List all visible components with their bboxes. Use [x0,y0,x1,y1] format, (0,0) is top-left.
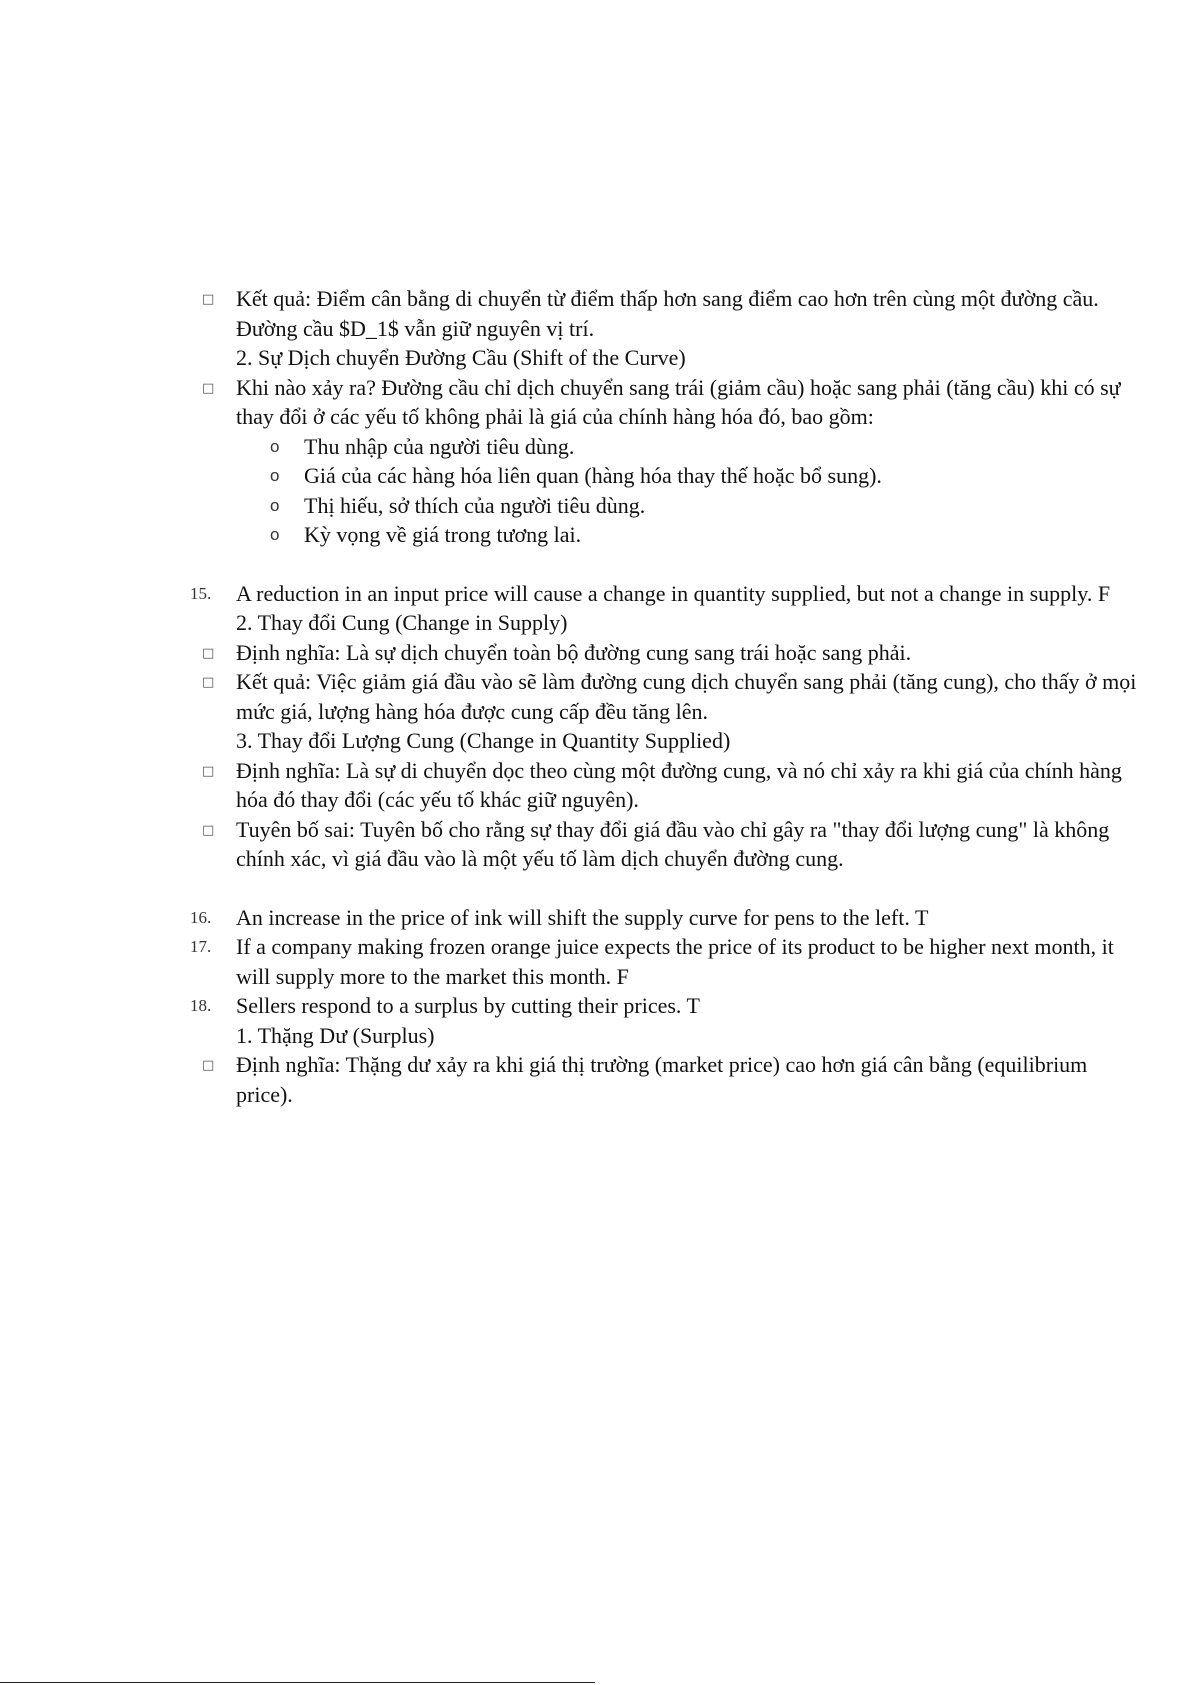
question-15 [190,579,1140,609]
bullet-text: Định nghĩa: Là sự dịch chuyển toàn bộ đường cung sang trái hoặc sang phải. [236,639,912,665]
question-18 [190,991,1140,1021]
bullet-when [190,373,1140,432]
sub-item [190,432,1140,462]
bullet-text: Tuyên bố sai: Tuyên bố cho rằng sự thay đổi giá đầu vào chỉ gây ra "thay đổi lượng cung" là không chính xác, vì giá đầu vào là một yếu tố làm dịch chuyển đường cung. [236,816,1110,871]
bullet-definition-quantity [190,756,1140,815]
bullet-box-icon: □ [202,675,215,690]
bullet-text: Kết quả: Điểm cân bằng di chuyển từ điểm thấp hơn sang điểm cao hơn trên cùng một đường cầu. Đường cầu $D_1$ vẫn giữ nguyên vị trí. [236,286,1099,341]
page-content [190,284,1140,1109]
bullet-text: Kết quả: Việc giảm giá đầu vào sẽ làm đường cung dịch chuyển sang phải (tăng cung), cho thấy ở mọi mức giá, lượng hàng hóa được cung cấp đều tăng lên. [236,669,1137,724]
bullet-text: Định nghĩa: Là sự di chuyển dọc theo cùng một đường cung, và nó chỉ xảy ra khi giá của chính hàng hóa đó thay đổi (các yếu tố khác giữ nguyên). [236,757,1122,812]
question-number: 16. [190,907,212,927]
sub-item [190,491,1140,521]
question-text: Sellers respond to a surplus by cutting their prices. T [236,993,700,1018]
question-text: A reduction in an input price will cause a change in quantity supplied, but not a change in supply. F [236,580,1111,606]
question-text: An increase in the price of ink will shift the supply curve for pens to the left. T [236,904,929,930]
footnote-divider [0,1682,595,1683]
spacer [190,874,1140,903]
bullet-text: Định nghĩa: Thặng dư xảy ra khi giá thị trường (market price) cao hơn giá cân bằng (equilibrium price). [236,1052,1088,1107]
heading-shift-of-curve: 2. Sự Dịch chuyển Đường Cầu (Shift of the Curve) [236,345,686,370]
sub-item [190,520,1140,550]
heading-change-in-supply: 2. Thay đổi Cung (Change in Supply) [236,610,568,635]
heading-surplus: 1. Thặng Dư (Surplus) [236,1022,435,1048]
bullet-box-icon: □ [202,1058,215,1073]
bullet-definition-supply [190,638,1140,668]
sub-item [190,461,1140,491]
bullet-box-icon: □ [202,645,215,661]
bullet-box-icon: □ [202,822,215,838]
sub-item-text: Thu nhập của người tiêu dùng. [304,433,575,459]
bullet-box-icon: □ [202,380,215,396]
bullet-box-icon: □ [202,292,215,307]
question-number: 18. [190,996,212,1015]
bullet-result-a [190,284,1140,343]
question-17 [190,932,1140,991]
bullet-definition-surplus [190,1050,1140,1109]
question-text: If a company making frozen orange juice expects the price of its product to be higher next month, it will supply more to the market this month. F [236,934,1114,989]
bullet-text: Khi nào xảy ra? Đường cầu chỉ dịch chuyển sang trái (giảm cầu) hoặc sang phải (tăng cầu) khi có sự thay đổi ở các yếu tố không phải là giá của chính hàng hóa đó, bao gồm: [236,374,1121,429]
bullet-false-statement [190,815,1140,874]
question-number: 17. [190,937,212,956]
sub-item-text: Giá của các hàng hóa liên quan (hàng hóa thay thế hoặc bổ sung). [304,463,882,488]
question-number: 15. [190,583,212,603]
sub-bullet-icon: o [270,466,280,485]
bullet-box-icon: □ [202,763,215,779]
sub-item-text: Kỳ vọng về giá trong tương lai. [304,522,582,547]
sub-bullet-icon: o [270,495,280,515]
bullet-result-supply [190,667,1140,726]
heading-change-in-quantity-supplied: 3. Thay đổi Lượng Cung (Change in Quantity Supplied) [236,728,731,753]
sub-bullet-icon: o [270,436,280,456]
sub-bullet-icon: o [270,525,280,544]
spacer [190,550,1140,579]
sub-item-text: Thị hiếu, sở thích của người tiêu dùng. [304,492,646,518]
question-16 [190,903,1140,933]
